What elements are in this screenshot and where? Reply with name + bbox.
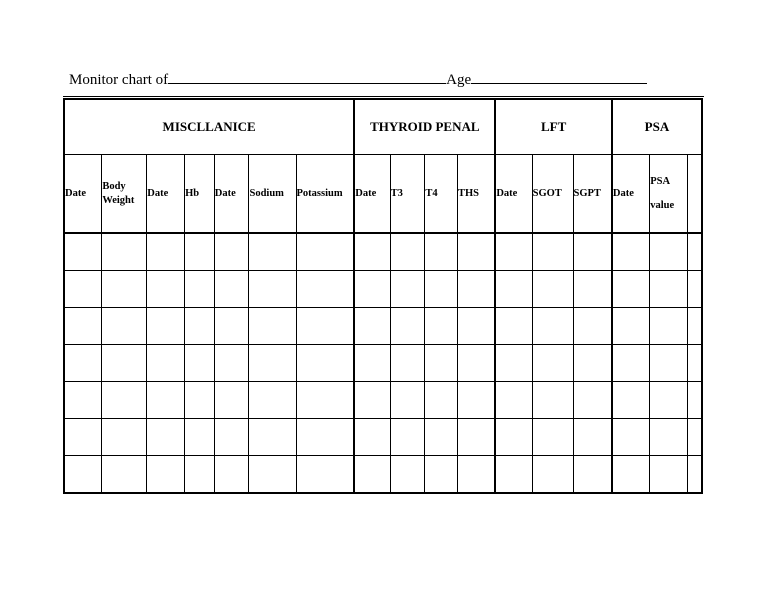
entry-cell[interactable]	[354, 271, 390, 308]
entry-cell[interactable]	[249, 419, 296, 456]
entry-cell[interactable]	[185, 382, 215, 419]
entry-cell[interactable]	[249, 308, 296, 345]
entry-cell[interactable]	[102, 382, 147, 419]
entry-cell[interactable]	[425, 382, 458, 419]
entry-cell[interactable]	[495, 382, 532, 419]
entry-cell[interactable]	[612, 345, 650, 382]
col-t4: T4	[425, 155, 458, 234]
entry-cell[interactable]	[688, 345, 703, 382]
entry-cell[interactable]	[390, 382, 425, 419]
table-row	[64, 345, 702, 382]
col-psa-value	[650, 155, 688, 234]
entry-cell[interactable]	[214, 271, 249, 308]
group-thyroid: THYROID PENAL	[354, 99, 495, 155]
entry-cell[interactable]	[296, 456, 354, 494]
entry-cell[interactable]	[650, 308, 688, 345]
chart-title-line	[69, 68, 669, 90]
entry-cell[interactable]	[354, 308, 390, 345]
table-row	[64, 382, 702, 419]
entry-cell[interactable]	[102, 308, 147, 345]
entry-cell[interactable]	[612, 382, 650, 419]
col-sgot: SGOT	[532, 155, 573, 234]
top-rule	[63, 96, 704, 97]
entry-cell[interactable]	[688, 233, 703, 271]
entry-cell[interactable]	[147, 456, 185, 494]
entry-cell[interactable]	[612, 233, 650, 271]
col-lft-date: Date	[495, 155, 532, 234]
entry-cell[interactable]	[296, 345, 354, 382]
entry-cell[interactable]	[458, 456, 496, 494]
entry-cell[interactable]	[390, 345, 425, 382]
entry-cell[interactable]	[102, 271, 147, 308]
entry-cell[interactable]	[612, 456, 650, 494]
col-misc-date-1: Date	[64, 155, 102, 234]
entry-cell[interactable]	[64, 345, 102, 382]
entry-cell[interactable]	[390, 456, 425, 494]
entry-cell[interactable]	[573, 456, 612, 494]
col-sodium: Sodium	[249, 155, 296, 234]
entry-cell[interactable]	[650, 419, 688, 456]
entry-cell[interactable]	[296, 308, 354, 345]
entry-cell[interactable]	[185, 308, 215, 345]
column-header-row	[64, 155, 702, 234]
entry-cell[interactable]	[425, 271, 458, 308]
col-ths: THS	[458, 155, 496, 234]
entry-cell[interactable]	[688, 308, 703, 345]
col-body-weight	[102, 155, 147, 234]
entry-cell[interactable]	[573, 233, 612, 271]
entry-cell[interactable]	[650, 271, 688, 308]
entry-cell[interactable]	[147, 382, 185, 419]
table-row	[64, 233, 702, 271]
entry-cell[interactable]	[214, 345, 249, 382]
entry-cell[interactable]	[102, 419, 147, 456]
entry-cell[interactable]	[249, 345, 296, 382]
entry-cell[interactable]	[102, 345, 147, 382]
entry-cell[interactable]	[612, 419, 650, 456]
group-psa: PSA	[612, 99, 702, 155]
group-lft: LFT	[495, 99, 612, 155]
entry-cell[interactable]	[296, 419, 354, 456]
entry-cell[interactable]	[185, 271, 215, 308]
entry-cell[interactable]	[64, 233, 102, 271]
psa-value-line2: value	[650, 199, 675, 211]
entry-cell[interactable]	[214, 308, 249, 345]
body-weight-line1: Body	[102, 180, 126, 192]
table-row	[64, 456, 702, 494]
entry-cell[interactable]	[214, 456, 249, 494]
entry-cell[interactable]	[612, 308, 650, 345]
entry-cell[interactable]	[354, 419, 390, 456]
entry-cell[interactable]	[425, 456, 458, 494]
entry-cell[interactable]	[64, 271, 102, 308]
monitor-chart-label: Monitor chart of	[69, 72, 169, 88]
entry-cell[interactable]	[354, 345, 390, 382]
entry-cell[interactable]	[650, 233, 688, 271]
entry-cell[interactable]	[64, 308, 102, 345]
entry-cell[interactable]	[249, 382, 296, 419]
entry-cell[interactable]	[249, 233, 296, 271]
entry-cell[interactable]	[185, 345, 215, 382]
col-potassium: Potassium	[296, 155, 354, 234]
entry-cell[interactable]	[64, 456, 102, 494]
entry-cell[interactable]	[573, 271, 612, 308]
entry-cell[interactable]	[573, 345, 612, 382]
entry-cell[interactable]	[458, 271, 496, 308]
entry-cell[interactable]	[185, 456, 215, 494]
entry-cell[interactable]	[425, 308, 458, 345]
entry-cell[interactable]	[458, 419, 496, 456]
entry-cell[interactable]	[425, 233, 458, 271]
entry-cell[interactable]	[650, 382, 688, 419]
entry-cell[interactable]	[532, 419, 573, 456]
monitor-chart-sheet	[63, 98, 703, 488]
entry-cell[interactable]	[102, 456, 147, 494]
table-row	[64, 308, 702, 345]
entry-cell[interactable]	[495, 233, 532, 271]
psa-value-line1: PSA	[650, 175, 671, 187]
entry-cell[interactable]	[532, 308, 573, 345]
entry-cell[interactable]	[495, 419, 532, 456]
entry-cell[interactable]	[214, 382, 249, 419]
col-sgpt: SGPT	[573, 155, 612, 234]
entry-cell[interactable]	[573, 419, 612, 456]
entry-cell[interactable]	[532, 456, 573, 494]
entry-cell[interactable]	[102, 233, 147, 271]
entry-cell[interactable]	[650, 345, 688, 382]
entry-cell[interactable]	[147, 345, 185, 382]
chart-body	[64, 233, 702, 493]
entry-cell[interactable]	[354, 233, 390, 271]
patient-name-blank	[168, 68, 446, 84]
entry-cell[interactable]	[532, 382, 573, 419]
entry-cell[interactable]	[495, 271, 532, 308]
entry-cell[interactable]	[688, 382, 703, 419]
entry-cell[interactable]	[425, 345, 458, 382]
col-t3: T3	[390, 155, 425, 234]
entry-cell[interactable]	[390, 271, 425, 308]
entry-cell[interactable]	[64, 382, 102, 419]
entry-cell[interactable]	[532, 271, 573, 308]
entry-cell[interactable]	[147, 271, 185, 308]
age-blank	[471, 68, 647, 84]
entry-cell[interactable]	[390, 419, 425, 456]
entry-cell[interactable]	[64, 419, 102, 456]
entry-cell[interactable]	[612, 271, 650, 308]
entry-cell[interactable]	[688, 456, 703, 494]
entry-cell[interactable]	[249, 271, 296, 308]
age-label: Age	[446, 72, 472, 88]
entry-cell[interactable]	[296, 233, 354, 271]
entry-cell[interactable]	[214, 233, 249, 271]
entry-cell[interactable]	[390, 308, 425, 345]
table-row	[64, 419, 702, 456]
entry-cell[interactable]	[532, 233, 573, 271]
entry-cell[interactable]	[147, 308, 185, 345]
entry-cell[interactable]	[390, 233, 425, 271]
col-misc-date-2: Date	[147, 155, 185, 234]
entry-cell[interactable]	[185, 233, 215, 271]
col-psa-date: Date	[612, 155, 650, 234]
entry-cell[interactable]	[185, 419, 215, 456]
entry-cell[interactable]	[249, 456, 296, 494]
entry-cell[interactable]	[495, 308, 532, 345]
col-hb: Hb	[185, 155, 215, 234]
body-weight-line2: Weight	[102, 194, 135, 206]
entry-cell[interactable]	[458, 382, 496, 419]
col-psa-extra	[688, 155, 703, 234]
table-row	[64, 271, 702, 308]
entry-cell[interactable]	[495, 456, 532, 494]
entry-cell[interactable]	[688, 419, 703, 456]
entry-cell[interactable]	[425, 419, 458, 456]
group-header-row	[64, 99, 702, 155]
entry-cell[interactable]	[573, 308, 612, 345]
entry-cell[interactable]	[147, 233, 185, 271]
entry-cell[interactable]	[147, 419, 185, 456]
entry-cell[interactable]	[354, 456, 390, 494]
entry-cell[interactable]	[532, 345, 573, 382]
entry-cell[interactable]	[688, 271, 703, 308]
col-thyroid-date: Date	[354, 155, 390, 234]
monitor-chart-table	[63, 98, 703, 494]
group-misc: MISCLLANICE	[64, 99, 354, 155]
entry-cell[interactable]	[458, 308, 496, 345]
entry-cell[interactable]	[214, 419, 249, 456]
entry-cell[interactable]	[458, 233, 496, 271]
entry-cell[interactable]	[573, 382, 612, 419]
entry-cell[interactable]	[650, 456, 688, 494]
entry-cell[interactable]	[296, 382, 354, 419]
col-misc-date-3: Date	[214, 155, 249, 234]
entry-cell[interactable]	[495, 345, 532, 382]
entry-cell[interactable]	[354, 382, 390, 419]
entry-cell[interactable]	[458, 345, 496, 382]
entry-cell[interactable]	[296, 271, 354, 308]
